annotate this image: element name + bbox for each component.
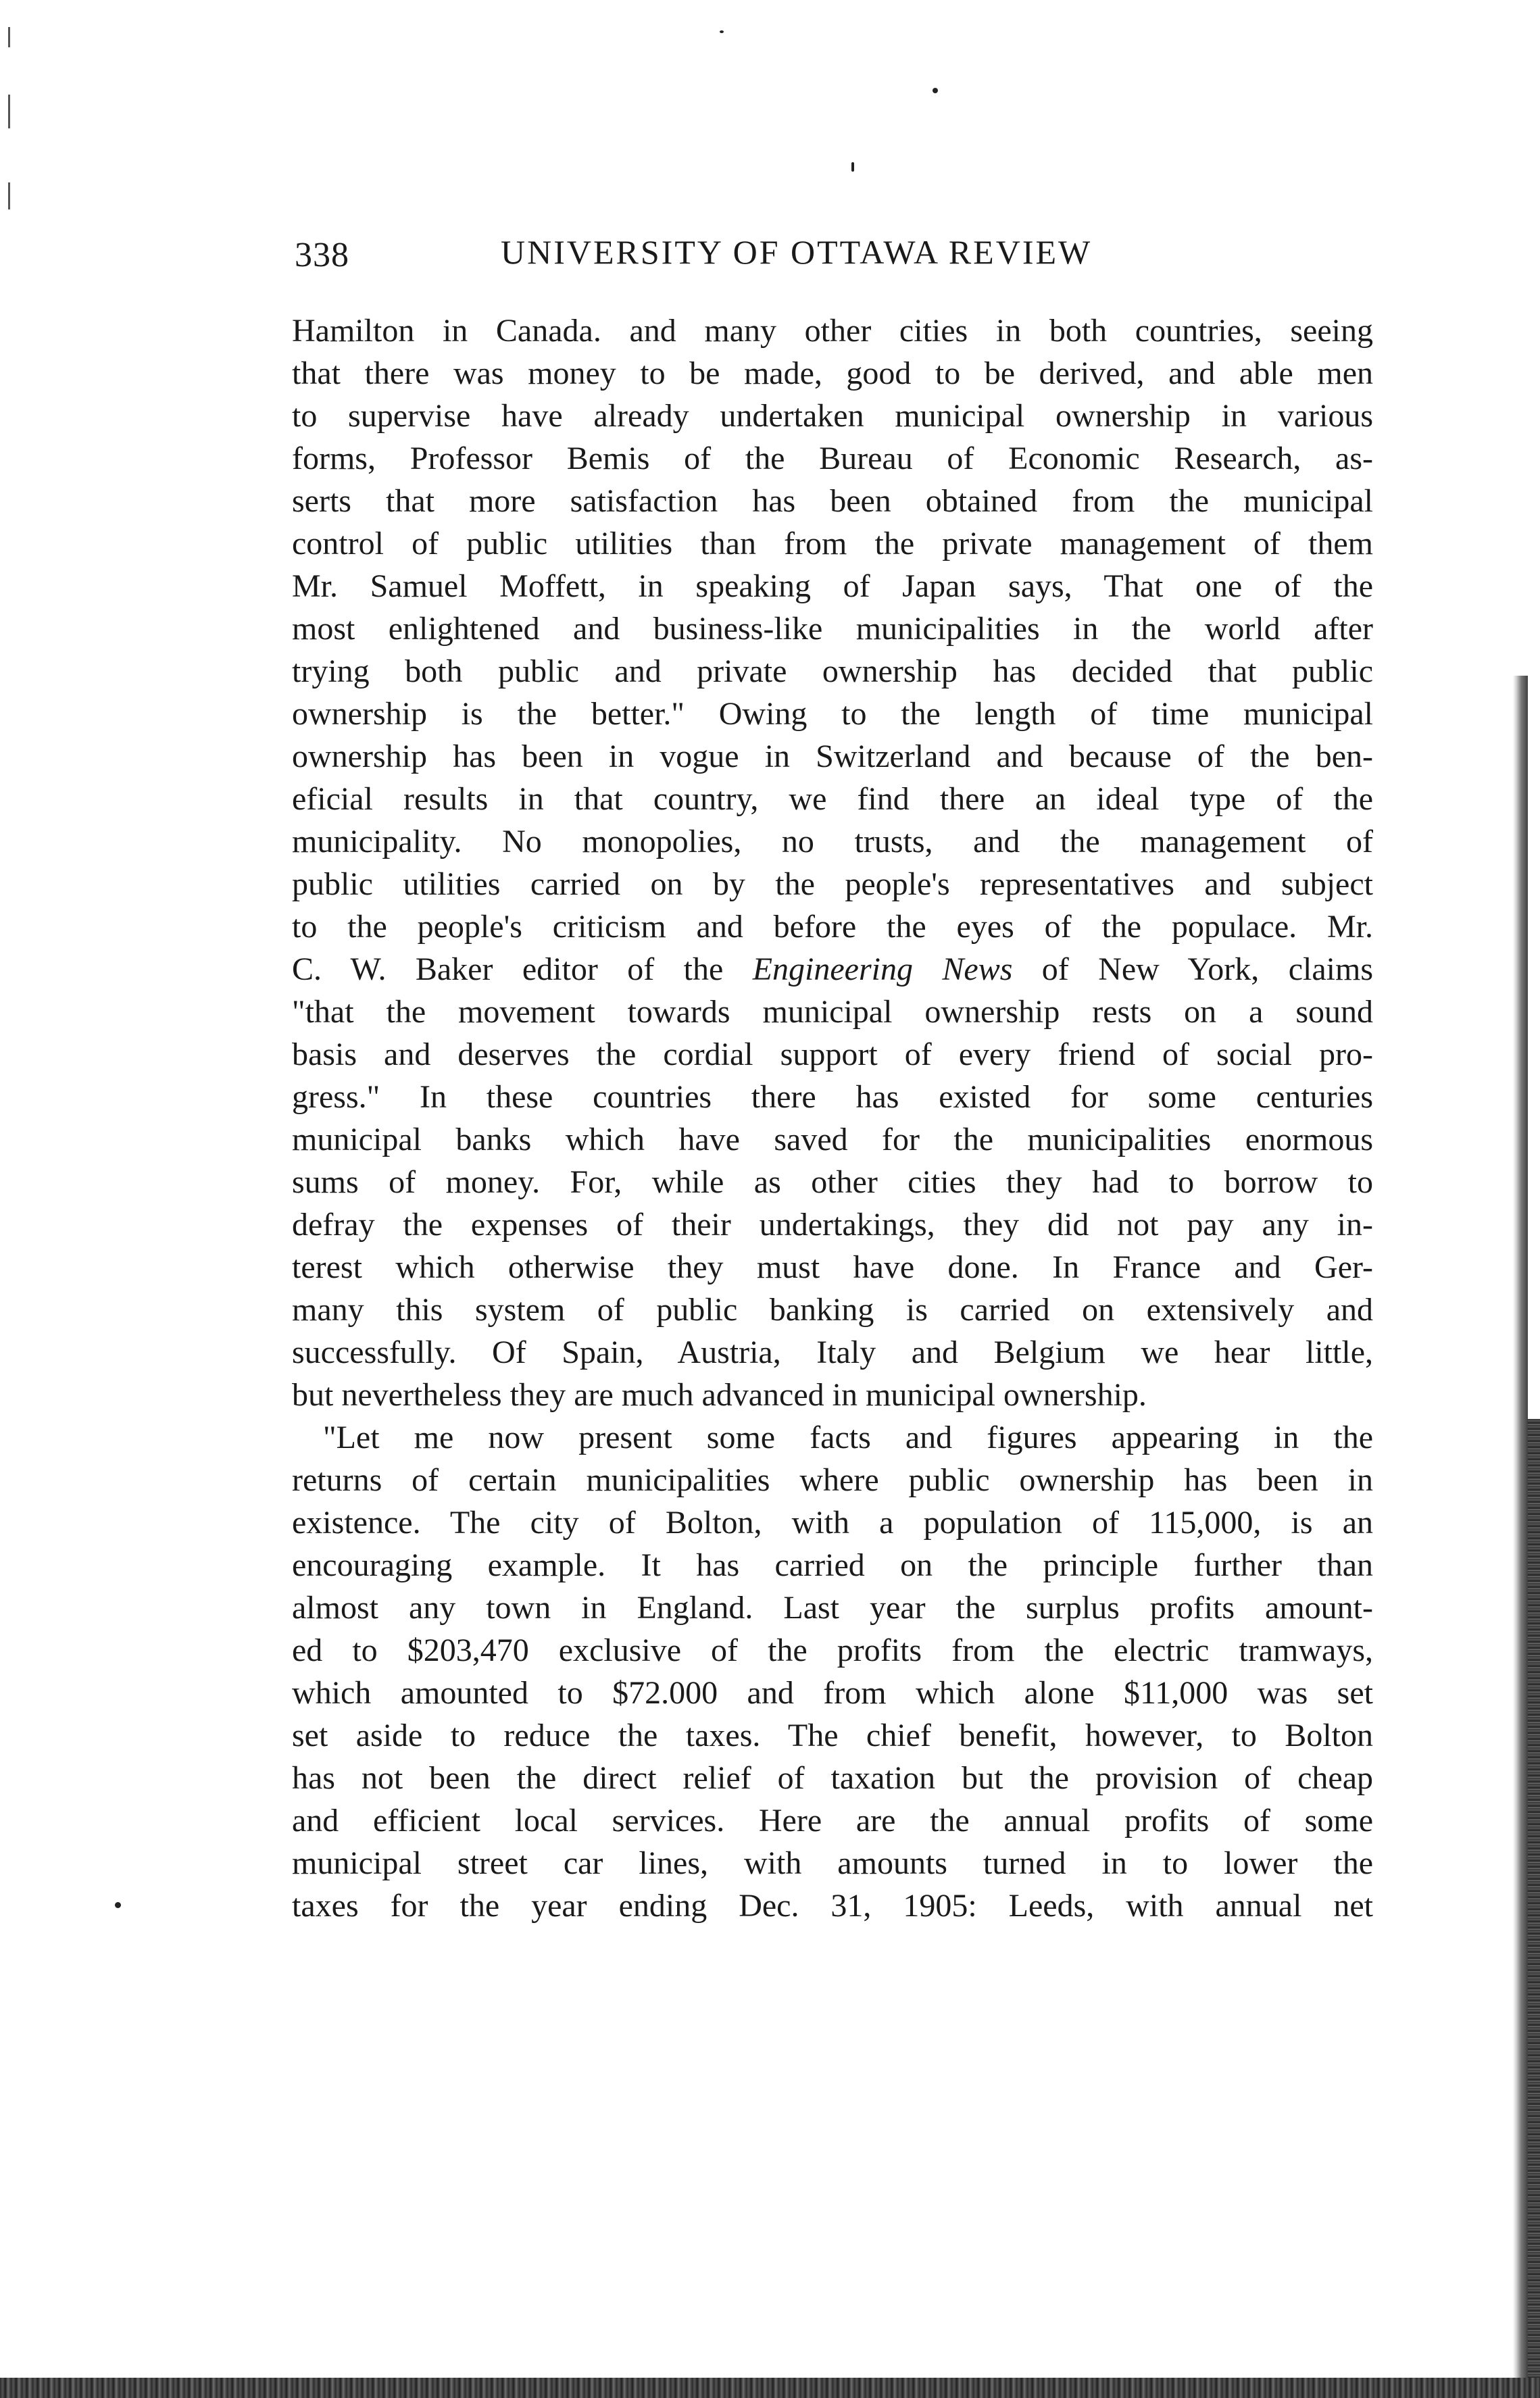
article-body <box>292 309 1373 1927</box>
text-line: ownership is the better." Owing to the length of time municipal <box>292 696 1373 732</box>
text-line: has not been the direct relief of taxation but the provision of cheap <box>292 1760 1373 1796</box>
scan-speck <box>851 162 854 172</box>
text-line: that there was money to be made, good to be derived, and able men <box>292 355 1373 391</box>
text-line: control of public utilities than from the private management of them <box>292 526 1373 561</box>
text-line: ed to $203,470 exclusive of the profits from the electric tramways, <box>292 1632 1373 1668</box>
page-edge-texture <box>1528 1419 1540 2378</box>
text-line: existence. The city of Bolton, with a population of 115,000, is an <box>292 1505 1373 1541</box>
text-line: gress." In these countries there has existed for some centuries <box>292 1079 1373 1115</box>
text-line: municipal banks which have saved for the municipalities enormous <box>292 1122 1373 1157</box>
text-line: taxes for the year ending Dec. 31, 1905: Leeds, with annual net <box>292 1888 1373 1924</box>
text-line: almost any town in England. Last year the surplus profits amount- <box>292 1590 1373 1626</box>
scan-artifact-left <box>8 182 10 209</box>
text-line: which amounted to $72.000 and from which alone $11,000 was set <box>292 1675 1373 1711</box>
publication-title: Engineering News <box>752 951 1013 987</box>
text-line: trying both public and private ownership has decided that public <box>292 653 1373 689</box>
line-tail: of New York, claims <box>1012 951 1373 987</box>
scan-artifact-left <box>8 27 10 47</box>
scan-artifact-left <box>8 95 10 128</box>
text-line: encouraging example. It has carried on the principle further than <box>292 1547 1373 1583</box>
text-line: set aside to reduce the taxes. The chief benefit, however, to Bolton <box>292 1718 1373 1753</box>
text-line: many this system of public banking is carried on extensively and <box>292 1292 1373 1328</box>
text-line-with-title <box>292 948 1373 991</box>
text-line: terest which otherwise they must have done. In France and Ger- <box>292 1249 1373 1285</box>
scan-speck <box>933 88 938 93</box>
text-line: most enlightened and business-like municipalities in the world after <box>292 611 1373 647</box>
text-line: to supervise have already undertaken municipal ownership in various <box>292 398 1373 434</box>
text-line: and efficient local services. Here are the annual profits of some <box>292 1803 1373 1839</box>
text-line: defray the expenses of their undertakings, they did not pay any in- <box>292 1207 1373 1243</box>
page-header <box>295 223 1376 284</box>
scan-speck <box>115 1902 121 1908</box>
text-line: Hamilton in Canada. and many other cities in both countries, seeing <box>292 313 1373 349</box>
text-line: to the people's criticism and before the eyes of the populace. Mr. <box>292 909 1373 945</box>
text-line: eficial results in that country, we find there an ideal type of the <box>292 781 1373 817</box>
page-number: 338 <box>295 236 349 274</box>
scan-speck <box>720 30 724 33</box>
running-head: UNIVERSITY OF OTTAWA REVIEW <box>501 233 1093 271</box>
text-line: but nevertheless they are much advanced in municipal ownership. <box>292 1377 1147 1413</box>
text-line: sums of money. For, while as other cities they had to borrow to <box>292 1164 1373 1200</box>
page-bottom-edge <box>0 2378 1540 2398</box>
text-line: public utilities carried on by the people's representatives and subject <box>292 866 1373 902</box>
text-line: serts that more satisfaction has been obtained from the municipal <box>292 483 1373 519</box>
text-line: "that the movement towards municipal ownership rests on a sound <box>292 994 1373 1030</box>
text-line: successfully. Of Spain, Austria, Italy and Belgium we hear little, <box>292 1334 1373 1370</box>
text-line: basis and deserves the cordial support of every friend of social pro- <box>292 1036 1373 1072</box>
text-line: returns of certain municipalities where public ownership has been in <box>292 1462 1373 1498</box>
text-line: forms, Professor Bemis of the Bureau of Economic Research, as- <box>292 441 1373 476</box>
text-line: municipality. No monopolies, no trusts, and the management of <box>292 824 1373 859</box>
text-line: Mr. Samuel Moffett, in speaking of Japan says, That one of the <box>292 568 1373 604</box>
line-lead: C. W. Baker editor of the <box>292 951 753 987</box>
text-line: municipal street car lines, with amounts turned in to lower the <box>292 1845 1373 1881</box>
text-line: ownership has been in vogue in Switzerland and because of the ben- <box>292 739 1373 774</box>
text-line: "Let me now present some facts and figures appearing in the <box>323 1420 1373 1455</box>
page-edge-shadow <box>1513 676 1528 2378</box>
